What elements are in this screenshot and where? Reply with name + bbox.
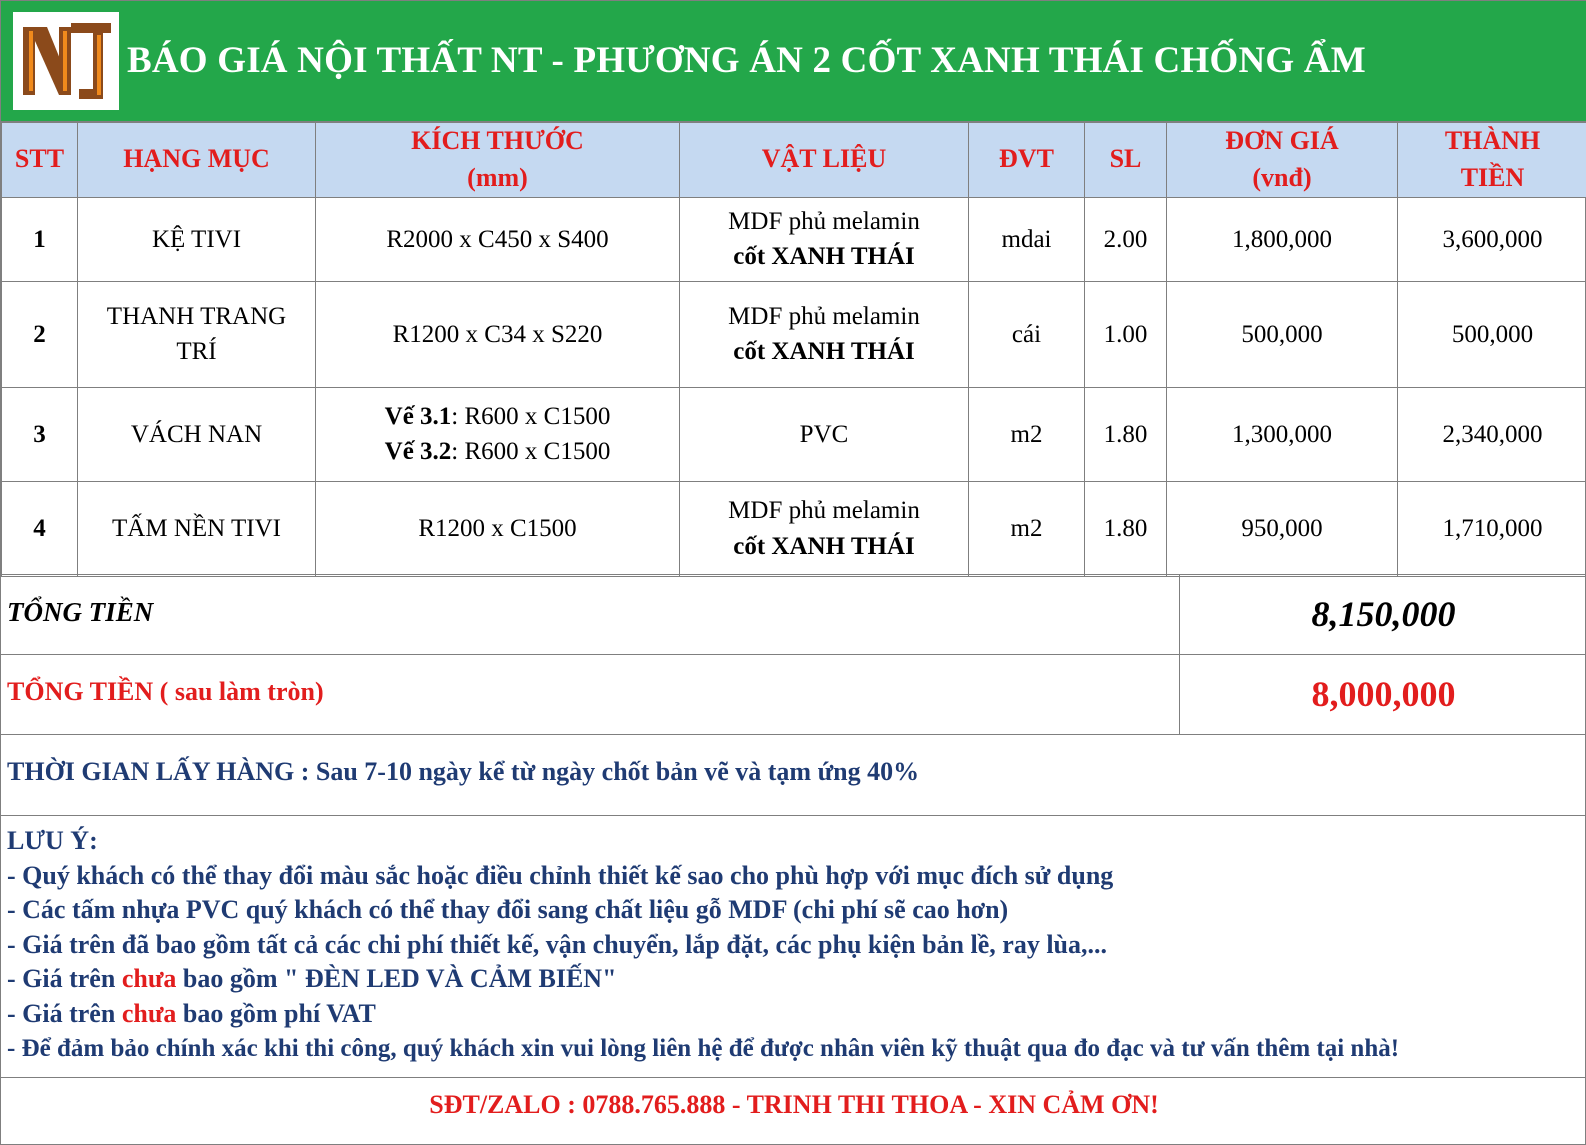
material-line1: MDF phủ melamin — [728, 497, 920, 525]
note-line: - Giá trên đã bao gồm tất cả các chi phí thiết kế, vận chuyển, lắp đặt, các phụ kiện bản lề, ray lùa,... — [7, 929, 1107, 959]
delivery-text: THỜI GIAN LẤY HÀNG : Sau 7-10 ngày kể từ ngày chốt bản vẽ và tạm ứng 40% — [7, 757, 920, 786]
page-title: BÁO GIÁ NỘI THẤT NT - PHƯƠNG ÁN 2 CỐT XANH THÁI CHỐNG ẨM — [127, 40, 1366, 81]
header-thanh-tien-line2: TIỀN — [1460, 162, 1525, 192]
row-stt: 3 — [2, 387, 78, 481]
total-label: TỔNG TIỀN — [7, 597, 154, 627]
row-qty: 1.00 — [1085, 281, 1167, 387]
header-thanh-tien-line1: THÀNH — [1444, 126, 1541, 155]
header-don-gia-unit: (vnđ) — [1252, 162, 1312, 192]
note-line — [7, 997, 1399, 1032]
header-stt: STT — [2, 123, 78, 198]
note-line: - Quý khách có thể thay đổi màu sắc hoặc điều chỉnh thiết kế sao cho phù hợp với mục đích sử dụng — [7, 860, 1114, 890]
row-price: 500,000 — [1167, 281, 1398, 387]
row-item — [78, 281, 316, 387]
note-highlight: chưa — [121, 964, 177, 994]
header-vat-lieu: VẬT LIỆU — [680, 123, 969, 198]
rounded-total-label: TỔNG TIỀN ( sau làm tròn) — [7, 677, 324, 706]
row-size — [316, 387, 680, 481]
row-qty: 2.00 — [1085, 197, 1167, 281]
notes-title: LƯU Ý: — [7, 826, 98, 855]
row-qty: 1.80 — [1085, 387, 1167, 481]
quotation-table — [1, 122, 1586, 577]
row-qty: 1.80 — [1085, 481, 1167, 576]
size-part-value: : R600 x C1500 — [451, 402, 611, 430]
table-row — [2, 481, 1586, 576]
row-total: 2,340,000 — [1398, 387, 1586, 481]
row-unit: mdai — [969, 197, 1085, 281]
row-total: 500,000 — [1398, 281, 1586, 387]
table-header-row — [2, 123, 1586, 198]
note-text: - Giá trên — [7, 964, 122, 994]
header-hang-muc: HẠNG MỤC — [78, 123, 316, 198]
material-line2: cốt XANH THÁI — [733, 532, 915, 560]
rounded-total-row — [1, 654, 1586, 734]
nt-logo-icon — [19, 19, 113, 103]
row-total: 3,600,000 — [1398, 197, 1586, 281]
footer-row — [1, 1077, 1586, 1145]
note-text: - Giá trên — [7, 998, 122, 1028]
material-line2: cốt XANH THÁI — [733, 338, 915, 366]
company-logo — [13, 12, 119, 110]
row-size: R1200 x C34 x S220 — [316, 281, 680, 387]
row-stt: 1 — [2, 197, 78, 281]
row-unit: m2 — [969, 387, 1085, 481]
row-total: 1,710,000 — [1398, 481, 1586, 576]
header-don-gia — [1167, 123, 1398, 198]
note-text: bao gồm " ĐÈN LED VÀ CẢM BIẾN" — [176, 964, 617, 994]
material-line1: MDF phủ melamin — [728, 207, 920, 235]
row-material: PVC — [680, 387, 969, 481]
row-price: 1,800,000 — [1167, 197, 1398, 281]
rounded-total-value: 8,000,000 — [1311, 674, 1456, 714]
note-line — [7, 962, 1399, 997]
header-sl: SL — [1085, 123, 1167, 198]
title-banner — [1, 1, 1586, 122]
note-line: - Các tấm nhựa PVC quý khách có thể thay đổi sang chất liệu gỗ MDF (chi phí sẽ cao hơn) — [7, 895, 1009, 925]
row-size: R1200 x C1500 — [316, 481, 680, 576]
header-thanh-tien — [1398, 123, 1586, 198]
row-item: KỆ TIVI — [78, 197, 316, 281]
header-dvt: ĐVT — [969, 123, 1085, 198]
row-size: R2000 x C450 x S400 — [316, 197, 680, 281]
row-material — [680, 481, 969, 576]
table-row — [2, 281, 1586, 387]
table-row — [2, 197, 1586, 281]
header-kich-thuoc — [316, 123, 680, 198]
size-part-label: Vế 3.1 — [384, 402, 452, 430]
total-value: 8,150,000 — [1311, 594, 1456, 634]
note-line: - Để đảm bảo chính xác khi thi công, quý khách xin vui lòng liên hệ để được nhân viên kỹ thuật qua đo đạc và tư vấn thêm tại nhà! — [7, 1034, 1400, 1062]
contact-footer: SĐT/ZALO : 0788.765.888 - TRINH THI THOA - XIN CẢM ƠN! — [429, 1090, 1159, 1119]
row-material — [680, 197, 969, 281]
header-kich-thuoc-unit: (mm) — [467, 162, 528, 192]
notes-block — [7, 824, 1399, 1066]
note-text: bao gồm phí VAT — [176, 998, 376, 1028]
header-don-gia-label: ĐƠN GIÁ — [1225, 126, 1339, 155]
row-stt: 2 — [2, 281, 78, 387]
row-material — [680, 281, 969, 387]
row-price: 1,300,000 — [1167, 387, 1398, 481]
material-line1: MDF phủ melamin — [728, 302, 920, 330]
table-row — [2, 387, 1586, 481]
row-price: 950,000 — [1167, 481, 1398, 576]
row-unit: cái — [969, 281, 1085, 387]
size-part-label: Vế 3.2 — [384, 438, 452, 466]
header-kich-thuoc-label: KÍCH THƯỚC — [411, 126, 584, 155]
size-part-value: : R600 x C1500 — [451, 438, 611, 466]
delivery-row — [1, 734, 1586, 815]
row-unit: m2 — [969, 481, 1085, 576]
total-row — [1, 574, 1586, 654]
item-line2: TRÍ — [176, 338, 217, 366]
row-item: TẤM NỀN TIVI — [78, 481, 316, 576]
item-line1: THANH TRANG — [106, 302, 287, 330]
material-line2: cốt XANH THÁI — [733, 243, 915, 271]
row-item: VÁCH NAN — [78, 387, 316, 481]
note-highlight: chưa — [121, 998, 177, 1028]
row-stt: 4 — [2, 481, 78, 576]
